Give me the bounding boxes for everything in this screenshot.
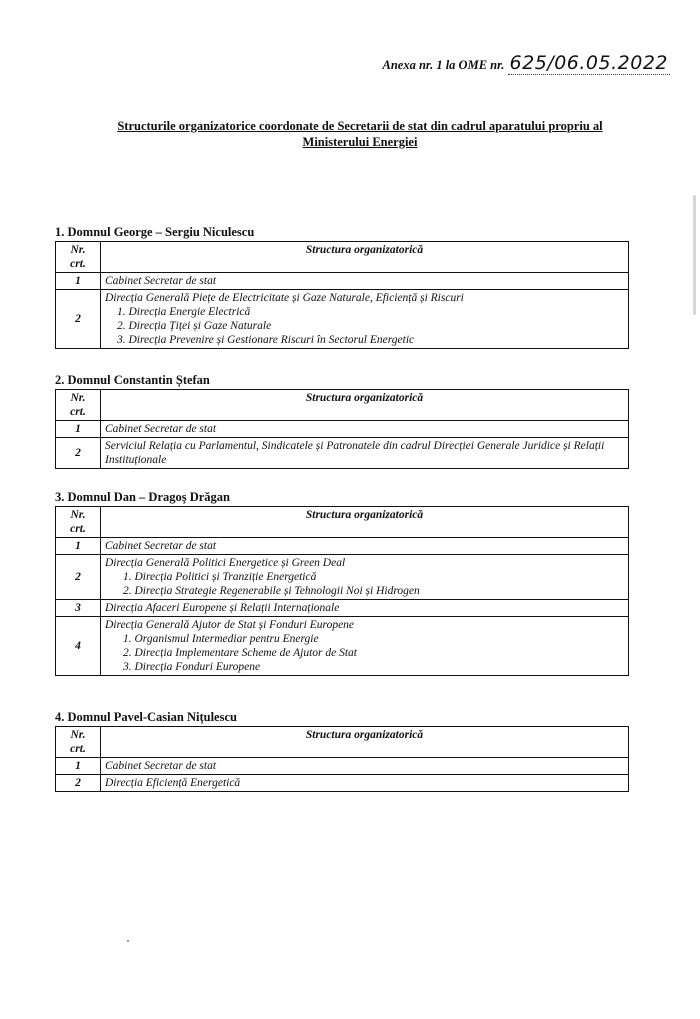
header-nr-label: Nr.	[70, 244, 86, 256]
structure-name: Cabinet Secretar de stat	[105, 423, 217, 435]
row-number: 1	[56, 758, 101, 775]
sub-structure-item: 3. Direcția Fonduri Europene	[123, 661, 261, 673]
table-header-row	[56, 727, 629, 758]
table-row	[56, 617, 629, 676]
title-line-1: Structurile organizatorice coordonate de Secretarii de stat din cadrul aparatului propriu al	[117, 119, 603, 133]
row-number: 1	[56, 273, 101, 290]
structure-table	[55, 506, 629, 676]
row-number: 2	[56, 438, 101, 469]
title-line-2: Ministerului Energiei	[302, 135, 418, 149]
table-header-row	[56, 507, 629, 538]
secretary-section-2	[55, 373, 629, 469]
sub-structure-item: 1. Direcția Politici și Tranziție Energetică	[123, 571, 317, 583]
structure-name: Serviciul Relația cu Parlamentul, Sindicatele și Patronatele din cadrul Direcției Generale Juridice și Relații Instituționale	[105, 440, 605, 466]
row-structure-cell	[101, 775, 629, 792]
row-number: 1	[56, 538, 101, 555]
sub-structure-item: 1. Direcția Energie Electrică	[117, 306, 251, 318]
table-row	[56, 775, 629, 792]
row-structure-cell	[101, 290, 629, 349]
structure-table	[55, 726, 629, 792]
table-row	[56, 555, 629, 600]
structure-name: Direcția Generală Piețe de Electricitate și Gaze Naturale, Eficiență și Riscuri	[105, 292, 464, 304]
table-row	[56, 273, 629, 290]
table-header-row	[56, 242, 629, 273]
row-structure-cell	[101, 438, 629, 469]
secretary-name-heading: 4. Domnul Pavel-Casian Nițulescu	[55, 710, 237, 724]
header-nr-label: Nr.	[70, 509, 86, 521]
handwritten-order-number: 625/06.05.2022	[509, 52, 668, 74]
structure-name: Cabinet Secretar de stat	[105, 275, 217, 287]
structure-name: Direcția Afaceri Europene și Relații Internaționale	[105, 602, 340, 614]
structure-name: Direcția Eficiență Energetică	[105, 777, 241, 789]
table-header-row	[56, 390, 629, 421]
row-structure-cell	[101, 617, 629, 676]
table-row	[56, 438, 629, 469]
row-structure-cell	[101, 538, 629, 555]
header-nr-crt	[56, 242, 101, 273]
table-row	[56, 290, 629, 349]
row-number: 2	[56, 555, 101, 600]
row-number: 3	[56, 600, 101, 617]
secretary-section-4	[55, 710, 629, 792]
row-structure-cell	[101, 600, 629, 617]
header-structure: Structura organizatorică	[101, 242, 629, 273]
header-structure: Structura organizatorică	[101, 727, 629, 758]
header-crt-label: crt.	[70, 258, 86, 270]
document-title	[60, 118, 660, 150]
secretary-section-3	[55, 490, 629, 676]
sub-structure-item: 2. Direcția Strategie Regenerabile și Tehnologii Noi și Hidrogen	[123, 585, 420, 597]
secretary-section-1	[55, 225, 629, 349]
sub-structure-item: 1. Organismul Intermediar pentru Energie	[123, 633, 319, 645]
header-nr-crt	[56, 507, 101, 538]
secretary-name-heading: 1. Domnul George – Sergiu Niculescu	[55, 225, 255, 239]
annex-reference	[383, 52, 671, 74]
row-number: 2	[56, 775, 101, 792]
header-crt-label: crt.	[70, 523, 86, 535]
row-number: 2	[56, 290, 101, 349]
header-nr-crt	[56, 727, 101, 758]
header-crt-label: crt.	[70, 406, 86, 418]
structure-name: Direcția Generală Ajutor de Stat și Fonduri Europene	[105, 619, 355, 631]
scrollbar-thumb[interactable]	[693, 195, 696, 315]
sub-structure-item: 2. Direcția Țiței și Gaze Naturale	[117, 320, 272, 332]
structure-name: Cabinet Secretar de stat	[105, 540, 217, 552]
secretary-name-heading: 2. Domnul Constantin Ștefan	[55, 373, 210, 387]
table-row	[56, 600, 629, 617]
header-structure: Structura organizatorică	[101, 390, 629, 421]
row-structure-cell	[101, 555, 629, 600]
header-nr-label: Nr.	[70, 392, 86, 404]
table-row	[56, 758, 629, 775]
annex-label: Anexa nr. 1 la OME nr.	[382, 58, 505, 72]
structure-table	[55, 241, 629, 349]
table-row	[56, 538, 629, 555]
scan-speck	[127, 940, 129, 942]
table-row	[56, 421, 629, 438]
sub-structure-item: 2. Direcția Implementare Scheme de Ajutor de Stat	[123, 647, 357, 659]
header-nr-crt	[56, 390, 101, 421]
structure-table	[55, 389, 629, 469]
row-structure-cell	[101, 273, 629, 290]
header-crt-label: crt.	[70, 743, 86, 755]
row-number: 1	[56, 421, 101, 438]
row-number: 4	[56, 617, 101, 676]
row-structure-cell	[101, 758, 629, 775]
header-structure: Structura organizatorică	[101, 507, 629, 538]
header-nr-label: Nr.	[70, 729, 86, 741]
row-structure-cell	[101, 421, 629, 438]
structure-name: Direcția Generală Politici Energetice și Green Deal	[105, 557, 346, 569]
structure-name: Cabinet Secretar de stat	[105, 760, 217, 772]
secretary-name-heading: 3. Domnul Dan – Dragoş Drăgan	[55, 490, 231, 504]
sub-structure-item: 3. Direcția Prevenire și Gestionare Riscuri în Sectorul Energetic	[117, 334, 415, 346]
